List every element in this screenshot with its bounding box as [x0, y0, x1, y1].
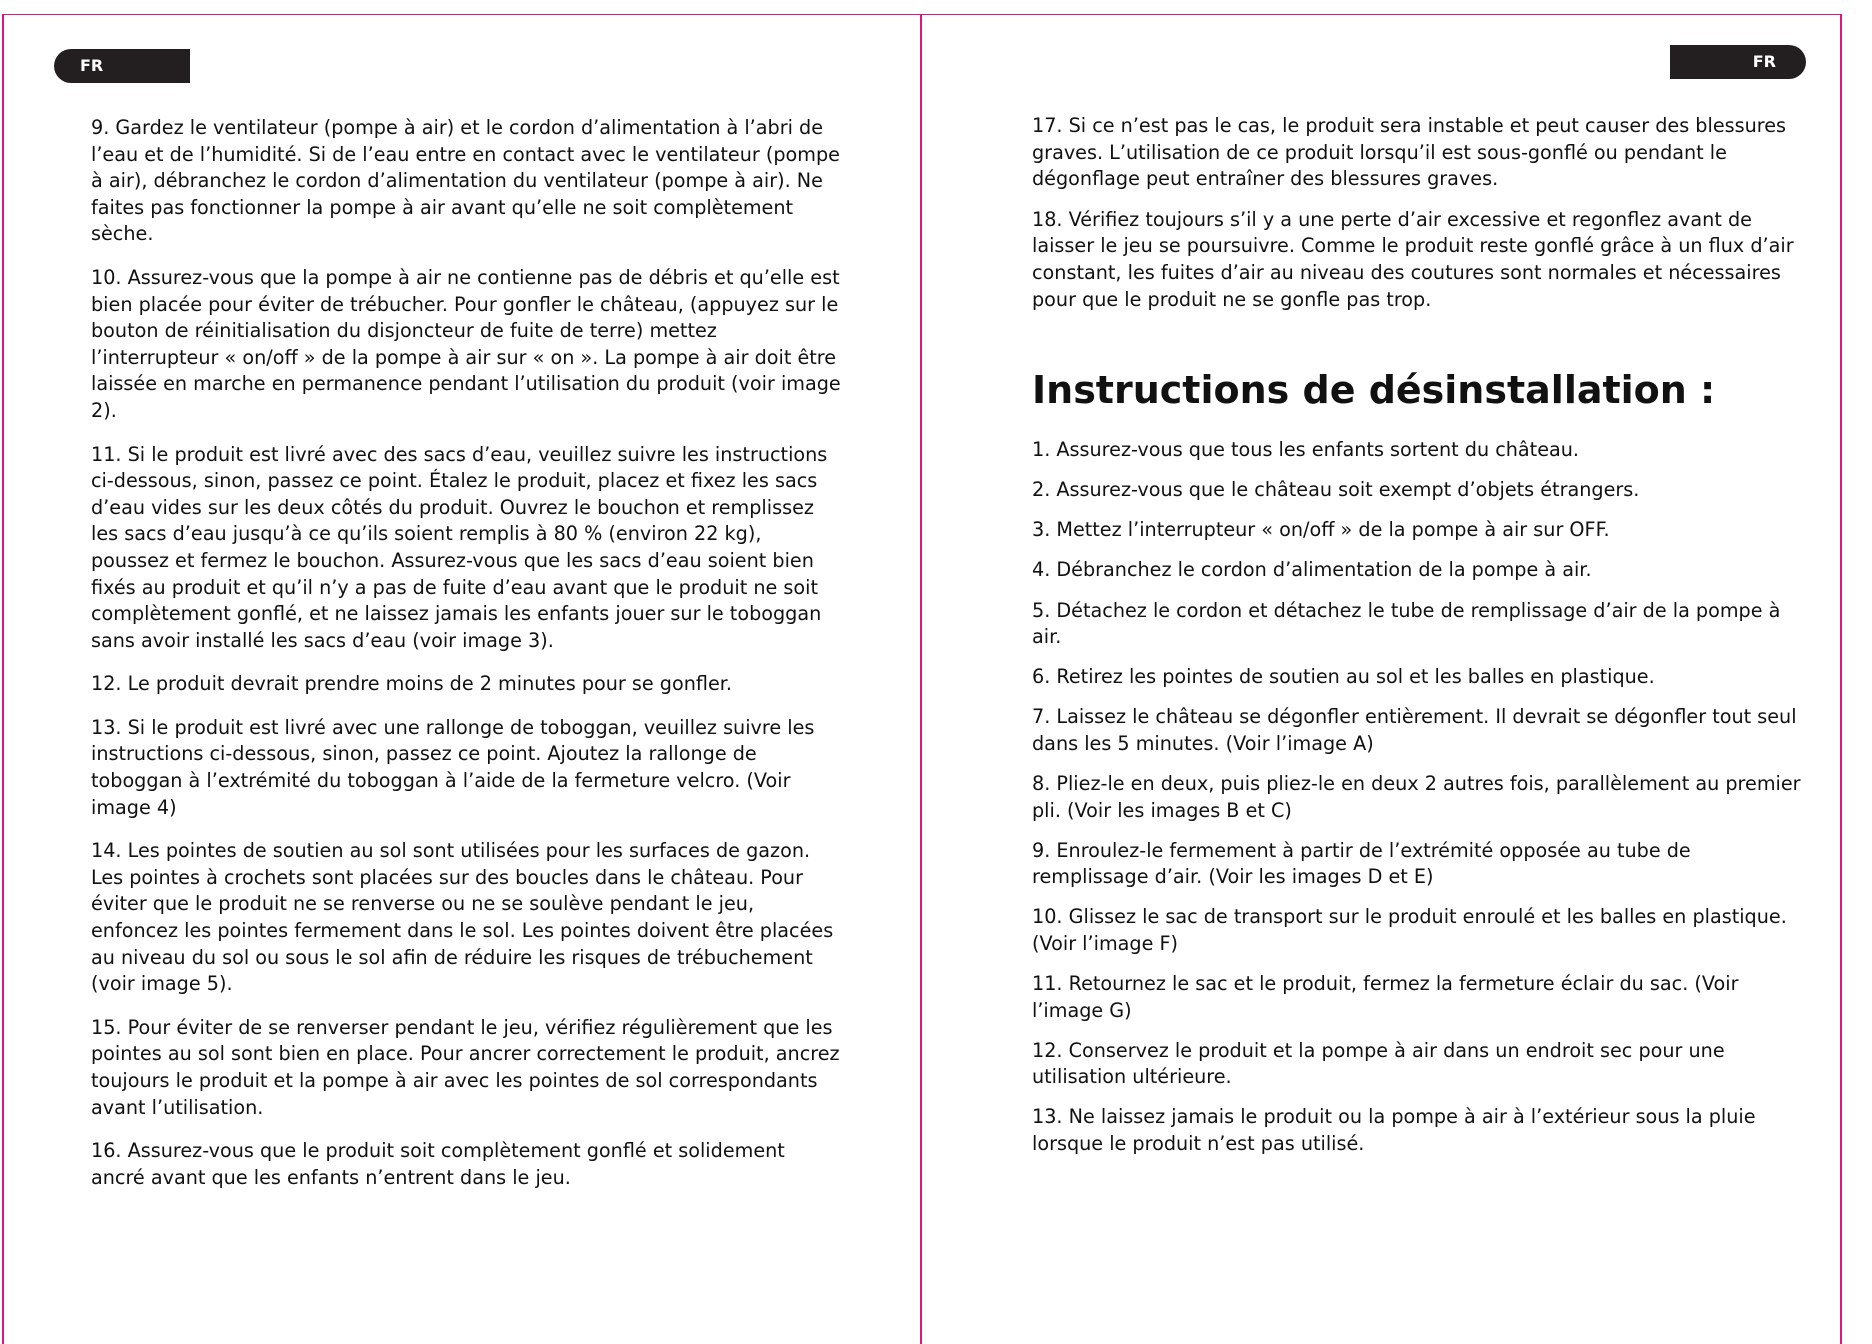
uninstall-step-13: 13. Ne laissez jamais le produit ou la pompe à air à l’extérieur sous la pluie lorsque le produit n’est pas utilisé.: [1032, 1105, 1756, 1156]
uninstall-step-5: 5. Détachez le cordon et détachez le tube de remplissage d’air de la pompe à air.: [1032, 598, 1781, 649]
uninstall-step-1: 1. Assurez-vous que tous les enfants sortent du château.: [1032, 438, 1580, 462]
section-title: Instructions de désinstallation :: [1032, 368, 1716, 413]
instruction-17: 17. Si ce n’est pas le cas, le produit sera instable et peut causer des blessures graves. L’utilisation de ce produit lorsqu’il est sous-gonflé ou pendant le dégonflage peut entraîner des blessures graves.: [1032, 114, 1787, 191]
right-column: [1032, 113, 1804, 1171]
language-tab-left: FR: [54, 49, 190, 83]
instruction-14: 14. Les pointes de soutien au sol sont utilisées pour les surfaces de gazon. Les pointes à crochets sont placées sur des boucles dans le château. Pour éviter que le produit ne se renverse ou ne se soulève pendant le jeu, enfoncez les pointes fermement dans le sol. Les pointes doivent être placées au niveau du sol ou sous le sol afin de réduire les risques de trébuchement (voir image 5).: [91, 839, 834, 996]
uninstall-step-11: 11. Retournez le sac et le produit, fermez la fermeture éclair du sac. (Voir l’image G): [1032, 972, 1739, 1022]
uninstall-step-4: 4. Débranchez le cordon d’alimentation de la pompe à air.: [1032, 558, 1592, 582]
uninstall-step-9: 9. Enroulez-le fermement à partir de l’extrémité opposée au tube de remplissage d’air. (Voir les images D et E): [1032, 838, 1691, 889]
uninstall-step-8: 8. Pliez-le en deux, puis pliez-le en deux 2 autres fois, parallèlement au premier pli. (Voir les images B et C): [1032, 772, 1801, 822]
left-column: [91, 115, 843, 1208]
instruction-15: 15. Pour éviter de se renverser pendant le jeu, vérifiez régulièrement que les pointes au sol sont bien en place. Pour ancrer correctement le produit, ancrez toujours le produit et la pompe à air avec les pointes de sol correspondants avant l’utilisation.: [91, 1015, 840, 1119]
uninstall-step-6: 6. Retirez les pointes de soutien au sol et les balles en plastique.: [1032, 665, 1655, 689]
language-tab-right: FR: [1670, 45, 1806, 79]
uninstall-step-2: 2. Assurez-vous que le château soit exempt d’objets étrangers.: [1032, 478, 1640, 502]
instruction-9: 9. Gardez le ventilateur (pompe à air) et le cordon d’alimentation à l’abri de l’eau et de l’humidité. Si de l’eau entre en contact avec le ventilateur (pompe à air), débranchez le cordon d’alimentation du ventilateur (pompe à air). Ne faites pas fonctionner la pompe à air avant qu’elle ne soit complètement sèche.: [91, 116, 840, 246]
instruction-13: 13. Si le produit est livré avec une rallonge de toboggan, veuillez suivre les instructions ci-dessous, sinon, passez ce point. Ajoutez la rallonge de toboggan à l’extrémité du toboggan à l’aide de la fermeture velcro. (Voir image 4): [91, 715, 815, 819]
uninstall-step-10: 10. Glissez le sac de transport sur le produit enroulé et les balles en plastique. (Voir l’image F): [1032, 905, 1787, 955]
uninstall-step-12: 12. Conservez le produit et la pompe à air dans un endroit sec pour une utilisation ultérieure.: [1032, 1038, 1725, 1089]
instruction-16: 16. Assurez-vous que le produit soit complètement gonflé et solidement ancré avant que les enfants n’entrent dans le jeu.: [91, 1139, 785, 1189]
instruction-11: 11. Si le produit est livré avec des sacs d’eau, veuillez suivre les instructions ci-dessous, sinon, passez ce point. Étalez le produit, placez et fixez les sacs d’eau vides sur les deux côtés du produit. Ouvrez le bouchon et remplissez les sacs d’eau jusqu’à ce qu’ils soient remplis à 80 % (environ 22 kg), poussez et fermez le bouchon. Assurez-vous que les sacs d’eau soient bien fixés au produit et qu’il n’y a pas de fuite d’eau avant que le produit ne soit complètement gonflé, et ne laissez jamais les enfants jouer sur le toboggan sans avoir installé les sacs d’eau (voir image 3).: [91, 442, 828, 652]
instruction-18: 18. Vérifiez toujours s’il y a une perte d’air excessive et regonflez avant de laisser le jeu se poursuivre. Comme le produit reste gonflé grâce à un flux d’air constant, les fuites d’air au niveau des coutures sont normales et nécessaires pour que le produit ne se gonfle pas trop.: [1032, 207, 1794, 311]
uninstall-step-3: 3. Mettez l’interrupteur « on/off » de la pompe à air sur OFF.: [1032, 518, 1610, 542]
instruction-10: 10. Assurez-vous que la pompe à air ne contienne pas de débris et qu’elle est bien placée pour éviter de trébucher. Pour gonfler le château, (appuyez sur le bouton de réinitialisation du disjoncteur de fuite de terre) mettez l’interrupteur « on/off » de la pompe à air sur « on ». La pompe à air doit être laissée en marche en permanence pendant l’utilisation du produit (voir image 2).: [91, 265, 841, 422]
uninstall-step-7: 7. Laissez le château se dégonfler entièrement. Il devrait se dégonfler tout seul dans les 5 minutes. (Voir l’image A): [1032, 705, 1797, 755]
instruction-12: 12. Le produit devrait prendre moins de 2 minutes pour se gonfler.: [91, 672, 732, 696]
